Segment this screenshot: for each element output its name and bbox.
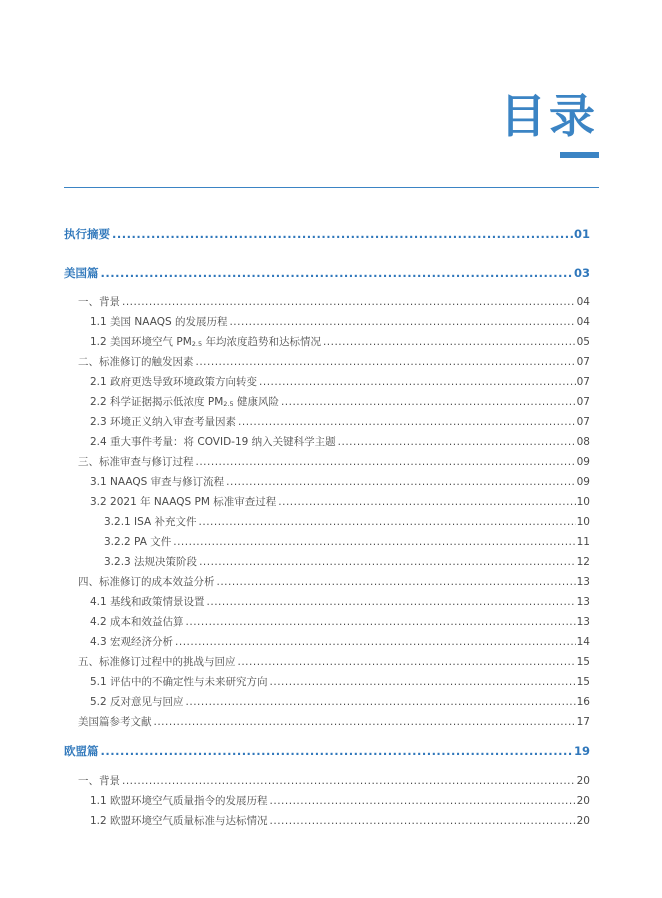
toc-entry-label: 一、背景	[78, 296, 120, 308]
toc-leader-dots	[229, 315, 575, 329]
toc-leader-dots	[196, 455, 576, 469]
toc-entry[interactable]	[90, 495, 590, 509]
toc-entry-label: 3.1 NAAQS 审查与修订流程	[90, 476, 225, 488]
toc-entry-label: 1.1 欧盟环境空气质量指令的发展历程	[90, 795, 268, 807]
toc-leader-dots	[173, 535, 575, 549]
toc-entry[interactable]	[90, 335, 590, 351]
toc-entry-page: 07	[576, 356, 590, 368]
toc-entry-label: 五、标准修订过程中的挑战与回应	[78, 656, 236, 668]
toc-leader-dots	[101, 265, 573, 281]
toc-entry-page: 20	[576, 795, 590, 807]
toc-entry[interactable]	[104, 515, 590, 529]
toc-entry-page: 03	[573, 266, 590, 280]
toc-entry-label: 四、标准修订的成本效益分析	[78, 576, 215, 588]
toc-entry-page: 10	[576, 516, 590, 528]
toc-leader-dots	[238, 655, 576, 669]
toc-entry-page: 09	[576, 456, 590, 468]
toc-entry-page: 07	[576, 376, 590, 388]
toc-entry[interactable]	[64, 265, 590, 281]
toc-entry[interactable]	[90, 395, 590, 411]
toc-leader-dots	[270, 794, 576, 808]
toc-entry[interactable]	[90, 675, 590, 689]
toc-entry-label: 5.2 反对意见与回应	[90, 696, 184, 708]
toc-entry-label: 美国篇	[64, 266, 99, 280]
toc-leader-dots	[281, 395, 576, 409]
toc-entry[interactable]	[78, 355, 590, 369]
toc-entry-page: 05	[576, 336, 590, 348]
toc-entry[interactable]	[78, 455, 590, 469]
toc-leader-dots	[196, 355, 576, 369]
toc-entry-page: 04	[576, 316, 590, 328]
toc-entry-page: 13	[576, 616, 590, 628]
toc-entry[interactable]	[90, 794, 590, 808]
toc-entry-label: 2.2 科学证据揭示低浓度 $PM_{2.5}$ 健康风险	[90, 396, 279, 408]
toc-entry-page: 01	[573, 227, 590, 241]
toc-entry-page: 16	[576, 696, 590, 708]
toc-entry-page: 14	[576, 636, 590, 648]
toc-entry-page: 04	[576, 296, 590, 308]
toc-entry-label: 美国篇参考文献	[78, 716, 152, 728]
toc-leader-dots	[154, 715, 576, 729]
toc-entry[interactable]	[78, 655, 590, 669]
toc-entry[interactable]	[64, 226, 590, 242]
toc-entry-page: 13	[576, 596, 590, 608]
toc-leader-dots	[270, 675, 576, 689]
toc-leader-dots	[217, 575, 576, 589]
toc-entry-label: 3.2.3 法规决策阶段	[104, 556, 198, 568]
toc-entry[interactable]	[90, 415, 590, 429]
toc-leader-dots	[207, 595, 576, 609]
toc-leader-dots	[122, 774, 576, 788]
toc-entry-label: 三、标准审查与修订过程	[78, 456, 194, 468]
toc-entry[interactable]	[64, 743, 590, 759]
toc-leader-dots	[238, 415, 576, 429]
toc-entry-label: 1.1 美国 NAAQS 的发展历程	[90, 316, 228, 328]
toc-entry[interactable]	[78, 715, 590, 729]
toc-entry-page: 20	[576, 815, 590, 827]
toc-leader-dots	[278, 495, 575, 509]
toc-entry[interactable]	[90, 615, 590, 629]
toc-entry-page: 10	[576, 496, 590, 508]
toc-entry-label: 5.1 评估中的不确定性与未来研究方向	[90, 676, 268, 688]
toc-entry-label: 2.1 政府更迭导致环境政策方向转变	[90, 376, 258, 388]
toc-entry-page: 08	[576, 436, 590, 448]
toc-entry-label: 4.2 成本和效益估算	[90, 616, 184, 628]
toc-leader-dots	[186, 695, 576, 709]
toc-leader-dots	[122, 295, 576, 309]
toc-leader-dots	[338, 435, 576, 449]
toc-entry-page: 13	[576, 576, 590, 588]
toc-entry-page: 15	[576, 656, 590, 668]
toc-entry[interactable]	[90, 695, 590, 709]
toc-entry[interactable]	[90, 375, 590, 389]
toc-leader-dots	[186, 615, 576, 629]
toc-entry-page: 09	[576, 476, 590, 488]
toc-entry-label: 2.3 环境正义纳入审查考量因素	[90, 416, 237, 428]
page-title: 目录	[500, 89, 598, 143]
toc-entry[interactable]	[104, 555, 590, 569]
toc-entry-label: 3.2.1 ISA 补充文件	[104, 516, 197, 528]
header-divider	[64, 187, 599, 188]
toc-entry[interactable]	[90, 814, 590, 828]
toc-entry-label: 4.1 基线和政策情景设置	[90, 596, 205, 608]
toc-entry-label: 一、背景	[78, 775, 120, 787]
toc-leader-dots	[112, 226, 573, 242]
toc-leader-dots	[199, 555, 576, 569]
toc-entry-page: 12	[576, 556, 590, 568]
toc-entry-page: 17	[576, 716, 590, 728]
toc-entry-label: 欧盟篇	[64, 744, 99, 758]
toc-entry-page: 07	[576, 396, 590, 408]
toc-entry-label: 4.3 宏观经济分析	[90, 636, 174, 648]
toc-leader-dots	[101, 743, 573, 759]
toc-entry-page: 20	[576, 775, 590, 787]
toc-entry[interactable]	[90, 595, 590, 609]
toc-entry-label: 2.4 重大事件考量：将 COVID-19 纳入关键科学主题	[90, 436, 336, 448]
toc-entry[interactable]	[78, 575, 590, 589]
toc-entry[interactable]	[78, 295, 590, 309]
toc-leader-dots	[323, 335, 576, 349]
toc-entry-page: 11	[576, 536, 590, 548]
toc-leader-dots	[226, 475, 575, 489]
toc-entry-label: 执行摘要	[64, 227, 110, 241]
toc-entry-label: 二、标准修订的触发因素	[78, 356, 194, 368]
toc-leader-dots	[270, 814, 576, 828]
toc-entry[interactable]	[78, 774, 590, 788]
toc-entry-page: 15	[576, 676, 590, 688]
title-underline-bar	[560, 152, 599, 158]
toc-entry-label: 1.2 欧盟环境空气质量标准与达标情况	[90, 815, 268, 827]
toc-entry-label: 1.2 美国环境空气 $PM_{2.5}$ 年均浓度趋势和达标情况	[90, 336, 321, 348]
toc-entry-label: 3.2 2021 年 NAAQS PM 标准审查过程	[90, 496, 277, 508]
toc-entry-label: 3.2.2 PA 文件	[104, 536, 172, 548]
toc-entry-page: 07	[576, 416, 590, 428]
toc-entry[interactable]	[90, 475, 590, 489]
toc-leader-dots	[259, 375, 576, 389]
toc-entry[interactable]	[90, 435, 590, 449]
toc-leader-dots	[199, 515, 576, 529]
toc-entry[interactable]	[104, 535, 590, 549]
toc-entry-page: 19	[573, 744, 590, 758]
toc-leader-dots	[175, 635, 576, 649]
toc-entry[interactable]	[90, 635, 590, 649]
toc-entry[interactable]	[90, 315, 590, 329]
